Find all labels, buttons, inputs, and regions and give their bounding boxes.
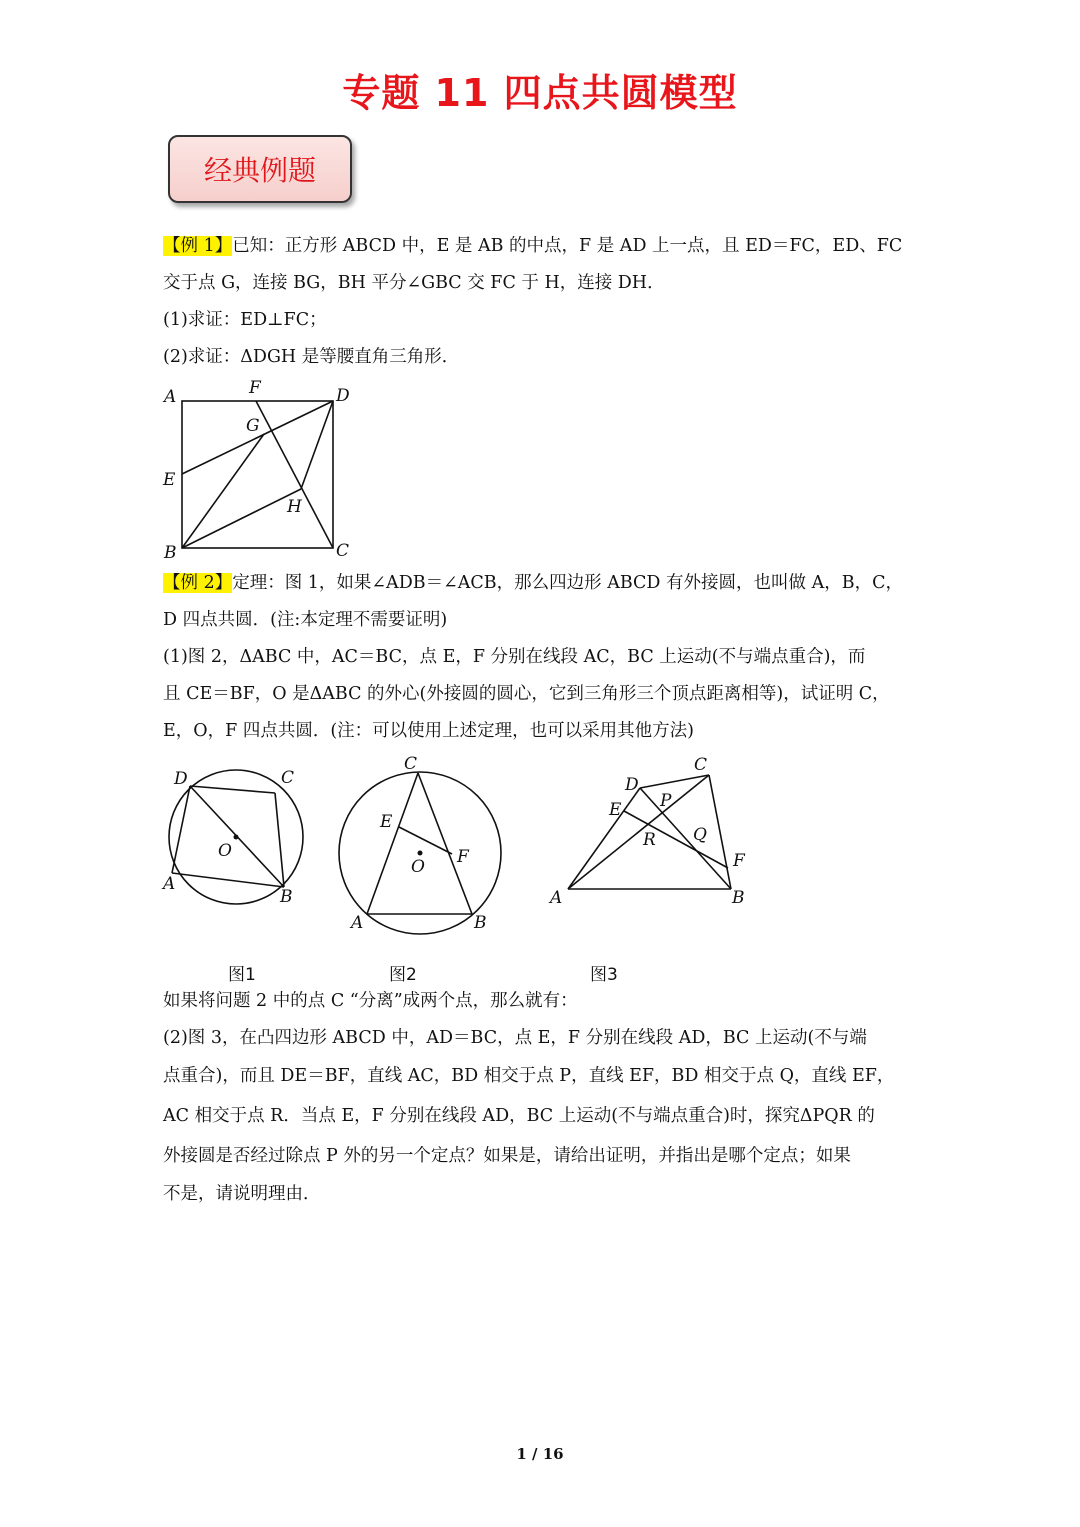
fig2-label-f: F bbox=[457, 847, 469, 867]
ex1-tag: 【例 1】 bbox=[163, 236, 233, 256]
label-d: D bbox=[336, 386, 350, 406]
fig2-label-c: C bbox=[404, 754, 418, 774]
fig3-label-q: Q bbox=[693, 825, 707, 845]
ex2-line-3: (1)图 2，ΔABC 中，AC＝BC，点 E，F 分别在线段 AC，BC 上运动(不与端点重合)，而 bbox=[163, 647, 866, 667]
caption-figure-3: 图3 bbox=[590, 965, 618, 985]
label-g: G bbox=[246, 416, 260, 436]
label-e: E bbox=[163, 470, 176, 490]
label-f: F bbox=[249, 378, 261, 398]
fig3-label-b: B bbox=[732, 888, 745, 908]
label-b: B bbox=[164, 543, 177, 563]
ex1-line-1: 【例 1】已知：正方形 ABCD 中，E 是 AB 的中点，F 是 AD 上一点，且 ED＝FC，ED、FC bbox=[163, 236, 903, 256]
caption-figure-1: 图1 bbox=[228, 965, 256, 985]
ex1-line-4: (2)求证：ΔDGH 是等腰直角三角形． bbox=[163, 347, 460, 367]
fig1-label-a: A bbox=[163, 874, 176, 894]
fig3-label-r: R bbox=[643, 830, 656, 850]
ex2-line-7: (2)图 3，在凸四边形 ABCD 中，AD＝BC，点 E，F 分别在线段 AD，BC 上运动(不与端 bbox=[163, 1028, 867, 1048]
ex1-line-3: (1)求证：ED⊥FC； bbox=[163, 310, 327, 330]
page-title: 专题 11 四点共圆模型 bbox=[342, 71, 738, 115]
ex2-line-4: 且 CE＝BF，O 是ΔABC 的外心(外接圆的圆心，它到三角形三个顶点距离相等)，试证明 C， bbox=[163, 684, 890, 704]
ex2-line-2: D 四点共圆．(注:本定理不需要证明) bbox=[163, 610, 448, 630]
fig2-label-e: E bbox=[380, 812, 393, 832]
fig1-label-c: C bbox=[281, 768, 295, 788]
fig2-label-b: B bbox=[474, 913, 487, 933]
fig2-label-o: O bbox=[411, 857, 425, 877]
ex2-line-5: E，O，F 四点共圆．(注：可以使用上述定理，也可以采用其他方法) bbox=[163, 721, 694, 741]
label-c: C bbox=[336, 541, 350, 561]
label-a: A bbox=[164, 387, 177, 407]
section-label: 经典例题 bbox=[203, 154, 316, 187]
ex2-line-1: 【例 2】定理：图 1，如果∠ADB＝∠ACB，那么四边形 ABCD 有外接圆，也叫做 A，B，C， bbox=[163, 573, 903, 593]
label-h: H bbox=[287, 497, 302, 517]
fig1-label-d: D bbox=[174, 769, 188, 789]
ex2-line-6: 如果将问题 2 中的点 C “分离”成两个点，那么就有： bbox=[163, 991, 578, 1011]
fig3-label-c: C bbox=[694, 755, 708, 775]
fig3-label-f: F bbox=[733, 851, 745, 871]
ex1-line-2: 交于点 G，连接 BG，BH 平分∠GBC 交 FC 于 H，连接 DH． bbox=[163, 273, 665, 293]
fig3-label-e: E bbox=[609, 800, 622, 820]
page-number: 1 / 16 bbox=[516, 1445, 564, 1463]
ex2-line-10: 外接圆是否经过除点 P 外的另一个定点？如果是，请给出证明，并指出是哪个定点；如果 bbox=[163, 1146, 851, 1166]
fig3-label-p: P bbox=[660, 791, 672, 811]
ex2-line-8: 点重合)，而且 DE＝BF，直线 AC，BD 相交于点 P，直线 EF，BD 相交于点 Q，直线 EF， bbox=[163, 1066, 895, 1086]
caption-figure-2: 图2 bbox=[389, 965, 417, 985]
ex2-line-11: 不是，请说明理由． bbox=[163, 1184, 321, 1204]
fig2-label-a: A bbox=[351, 913, 364, 933]
ex2-tag: 【例 2】 bbox=[163, 573, 233, 593]
fig3-label-d: D bbox=[625, 775, 639, 795]
fig3-label-a: A bbox=[550, 888, 563, 908]
ex2-line-9: AC 相交于点 R．当点 E，F 分别在线段 AD，BC 上运动(不与端点重合)时，探究ΔPQR 的 bbox=[163, 1106, 875, 1126]
fig1-label-b: B bbox=[280, 887, 293, 907]
fig1-label-o: O bbox=[218, 841, 232, 861]
